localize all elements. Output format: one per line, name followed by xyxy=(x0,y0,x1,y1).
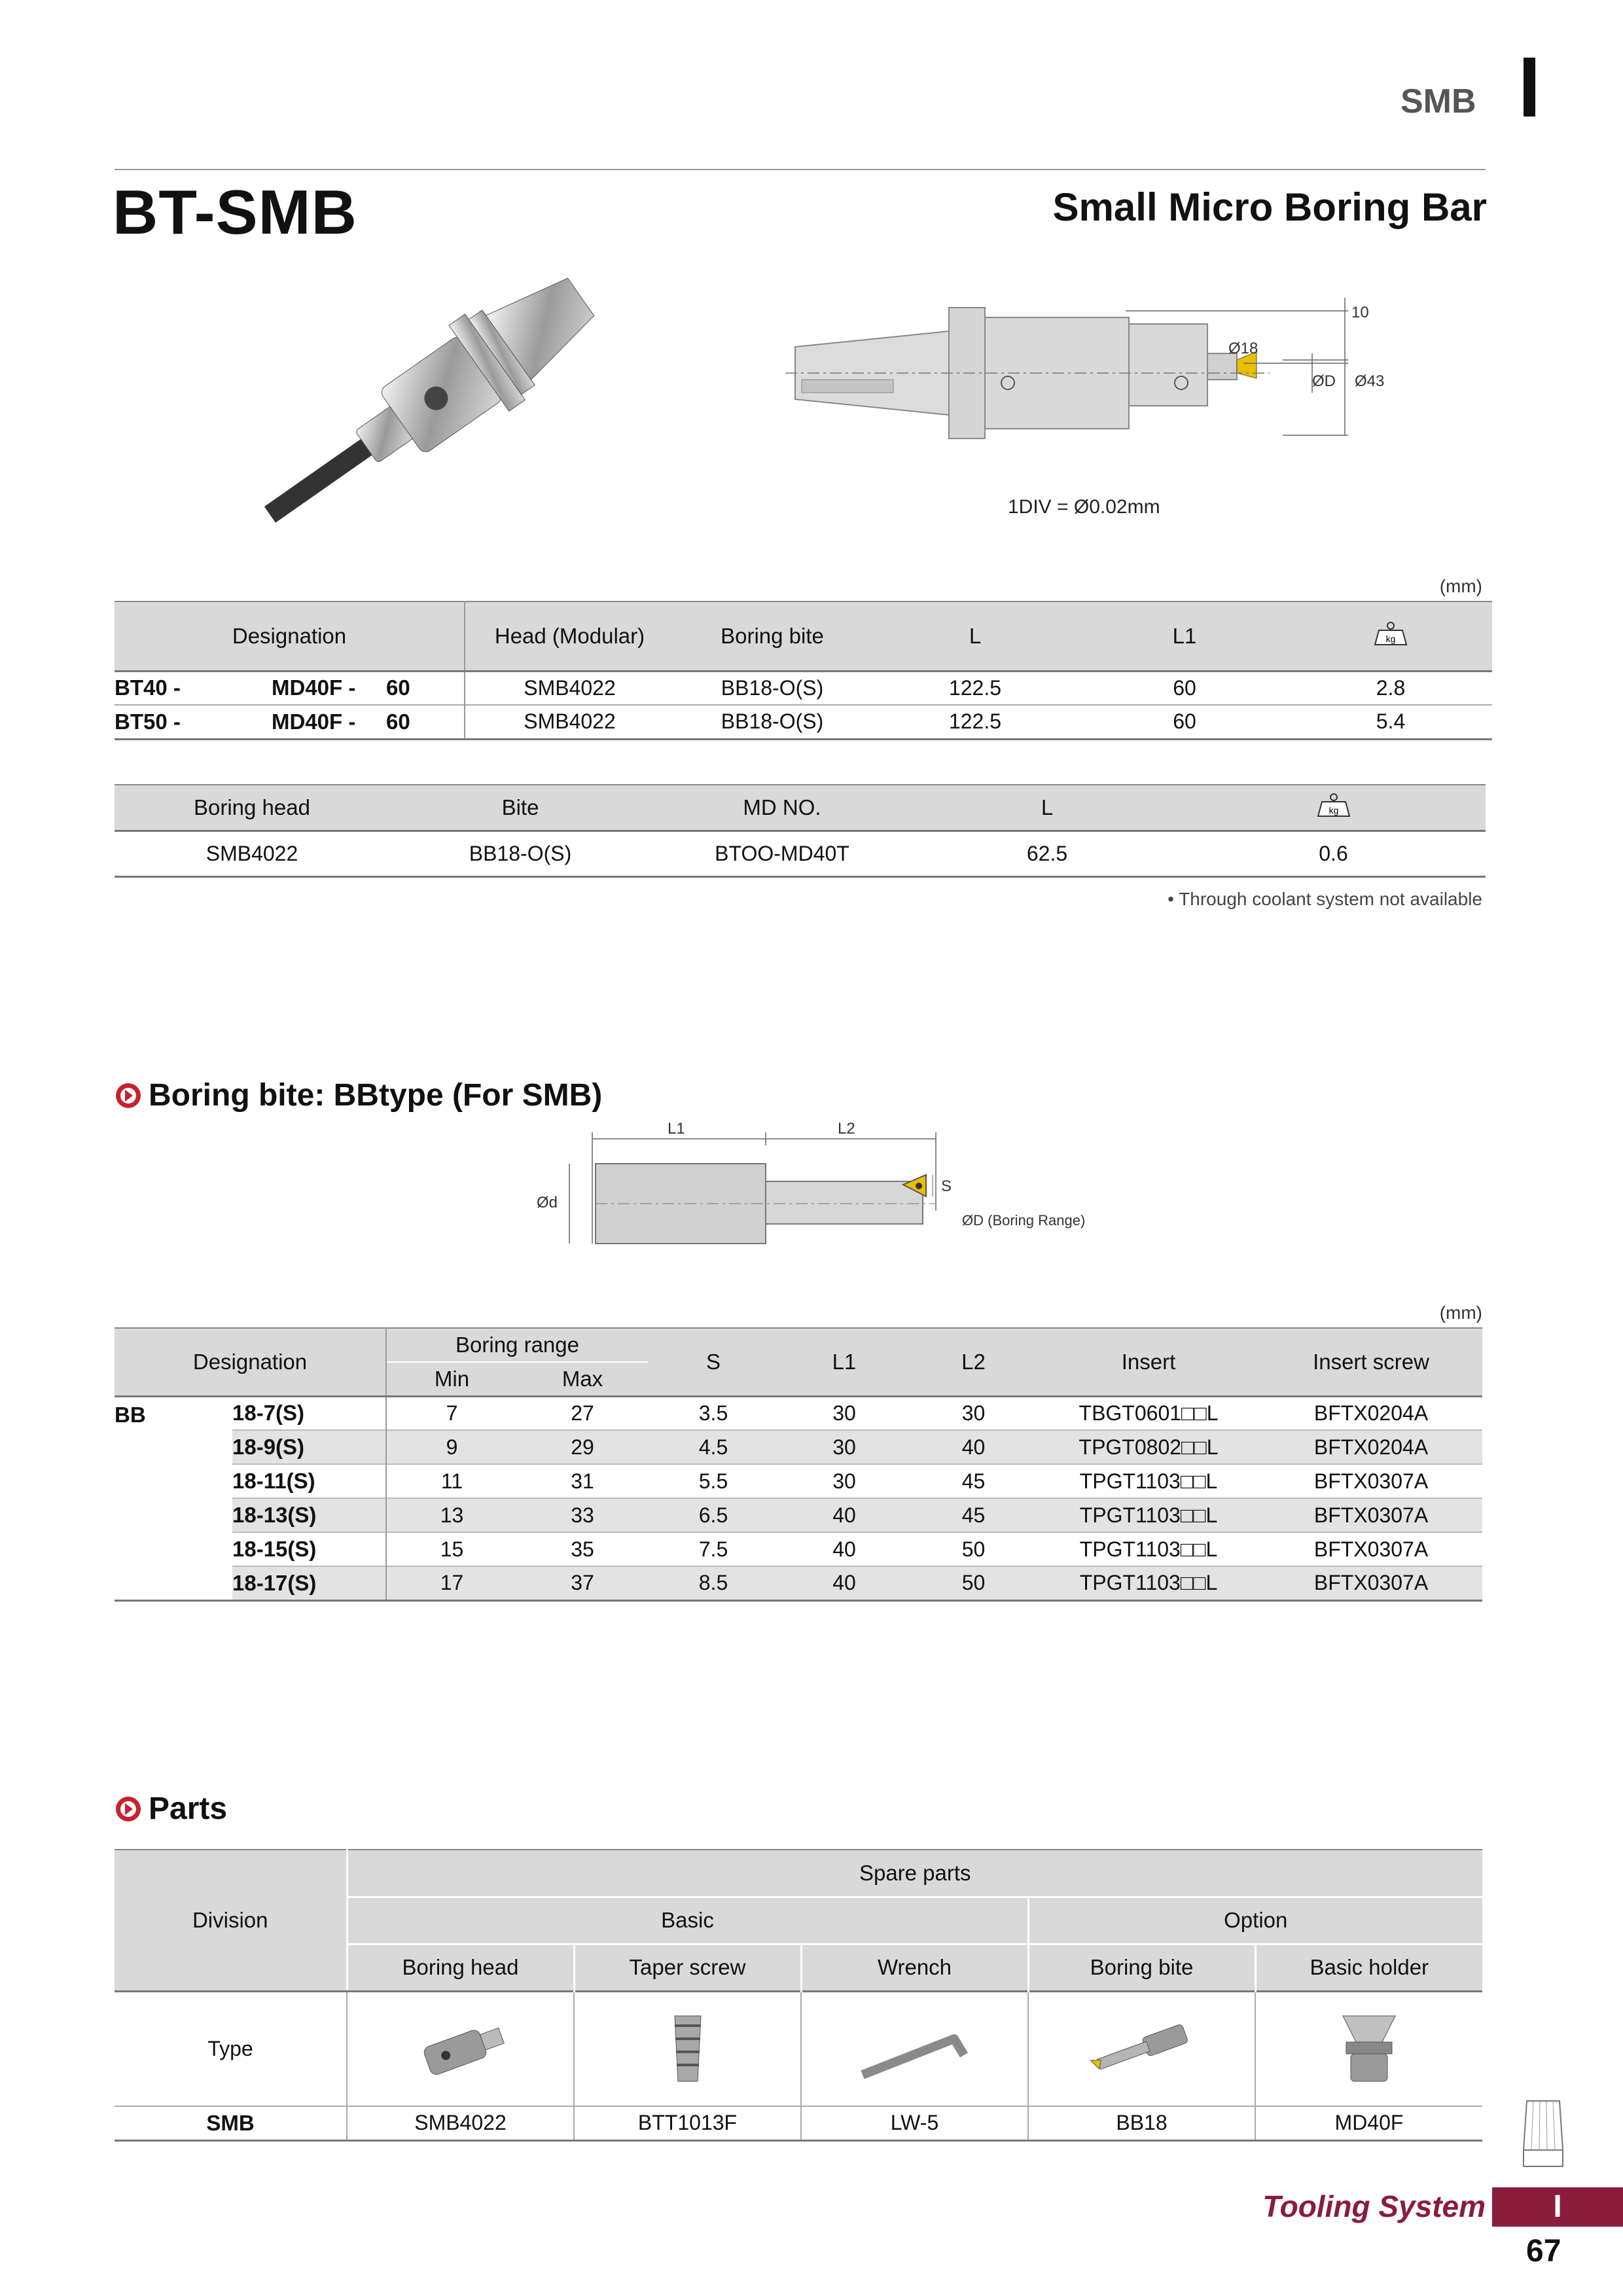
L1-cell: 40 xyxy=(832,1571,856,1595)
col-spare-parts: Spare parts xyxy=(347,1850,1482,1897)
designation-prefix: BB xyxy=(115,1396,232,1600)
designation-cell: 18-11(S) xyxy=(232,1464,386,1498)
screw-cell: BFTX0307A xyxy=(1313,1503,1429,1527)
L1-cell: 40 xyxy=(832,1537,856,1561)
col-designation: Designation xyxy=(115,601,465,671)
bite-cell: BB18-O(S) xyxy=(721,675,824,700)
table-row xyxy=(115,705,1492,739)
taper-screw-image xyxy=(662,2009,714,2088)
col-head: Head (Modular) xyxy=(494,623,645,648)
L2-cell: 50 xyxy=(961,1537,986,1561)
max-cell: 37 xyxy=(571,1571,594,1595)
insert-cell: TBGT0601□□L xyxy=(1079,1401,1219,1425)
min-cell: 17 xyxy=(440,1571,464,1595)
L2-cell: 30 xyxy=(961,1401,986,1425)
bullet-arrow-icon xyxy=(115,1795,142,1823)
table-row xyxy=(115,1396,1482,1430)
designation-suffix: 60 xyxy=(386,675,410,700)
max-cell: 31 xyxy=(571,1469,594,1493)
weight-icon-text: kg xyxy=(1329,804,1338,816)
L1-cell: 30 xyxy=(832,1469,856,1493)
designation-table xyxy=(115,601,1492,740)
wrench-icon xyxy=(856,2013,974,2085)
bite-cell: BB18-O(S) xyxy=(469,841,572,865)
L2-cell: 40 xyxy=(961,1435,986,1459)
col-option: Option xyxy=(1028,1897,1482,1944)
basic-holder-image-cell xyxy=(1255,1991,1482,2106)
dim-L1-label: L1 xyxy=(668,1120,685,1138)
col-kg xyxy=(1289,601,1492,671)
L1-cell: 30 xyxy=(832,1401,856,1425)
taper-screw-value: BTT1013F xyxy=(574,2106,801,2140)
parts-table xyxy=(115,1849,1482,2142)
row-label: SMB xyxy=(115,2106,347,2140)
collet-icon xyxy=(1517,2098,1569,2170)
boring-head-image xyxy=(405,2013,516,2085)
designation-cell: 18-9(S) xyxy=(232,1430,386,1464)
wrench-image-cell xyxy=(801,1991,1028,2106)
col-designation: Designation xyxy=(115,1328,386,1396)
designation-cell: 18-13(S) xyxy=(232,1498,386,1532)
wrench-value: LW-5 xyxy=(801,2106,1028,2140)
L-cell: 122.5 xyxy=(948,709,1002,734)
min-cell: 13 xyxy=(440,1503,464,1527)
col-max: Max xyxy=(562,1366,603,1391)
table-row xyxy=(115,1566,1482,1600)
designation-prefix: BT40 - xyxy=(115,675,181,700)
L-cell: 122.5 xyxy=(948,675,1002,700)
col-insert: Insert xyxy=(1037,1328,1260,1396)
type-label: Type xyxy=(115,1991,347,2106)
weight-icon-text: kg xyxy=(1385,633,1396,644)
designation-prefix: BT50 - xyxy=(115,709,181,734)
col-min: Min xyxy=(434,1366,470,1391)
dim-10-label: 10 xyxy=(1351,304,1369,321)
designation-mid: MD40F - xyxy=(272,709,356,734)
designation-suffix: 60 xyxy=(386,709,410,734)
boring-bite-drawing xyxy=(530,1113,1106,1257)
insert-cell: TPGT0802□□L xyxy=(1079,1435,1219,1459)
S-cell: 8.5 xyxy=(698,1571,728,1595)
S-cell: 5.5 xyxy=(698,1469,728,1493)
designation-mid: MD40F - xyxy=(272,675,356,700)
bite-cell: BB18-O(S) xyxy=(721,709,824,734)
dim-L2-label: L2 xyxy=(838,1120,855,1138)
boring-bite-image xyxy=(1083,2013,1201,2085)
col-md-no: MD NO. xyxy=(743,795,821,819)
footer-tab-label: I xyxy=(1553,2189,1562,2224)
col-bite: Bite xyxy=(501,795,539,819)
weight-icon xyxy=(1374,621,1408,646)
table-row xyxy=(115,1532,1482,1566)
boring-head-image-cell xyxy=(347,1991,574,2106)
col-L1: L1 xyxy=(779,1328,910,1396)
col-insert-screw: Insert screw xyxy=(1260,1328,1482,1396)
section-label: SMB xyxy=(1400,82,1476,120)
table-row xyxy=(115,1498,1482,1532)
max-cell: 27 xyxy=(571,1401,594,1425)
screw-cell: BFTX0204A xyxy=(1313,1435,1429,1459)
coolant-note: • Through coolant system not available xyxy=(1168,889,1482,909)
col-L: L xyxy=(969,623,982,648)
dim-D-label: ØD (Boring Range) xyxy=(962,1212,1086,1229)
page-number: 67 xyxy=(1526,2234,1561,2269)
unit-label: (mm) xyxy=(1439,576,1482,596)
section-heading-boring-bite xyxy=(115,1077,602,1113)
page-subtitle: Small Micro Boring Bar xyxy=(1052,185,1487,229)
unit-label-2: (mm) xyxy=(1439,1302,1482,1323)
dim-18-label: Ø18 xyxy=(1228,340,1258,357)
product-photo xyxy=(223,255,628,556)
col-boring-range: Boring range xyxy=(386,1328,648,1362)
min-cell: 11 xyxy=(440,1469,463,1493)
L1-cell: 60 xyxy=(1173,709,1196,734)
kg-cell: 0.6 xyxy=(1319,841,1348,865)
boring-bite-image-cell xyxy=(1028,1991,1255,2106)
col-kg xyxy=(1181,785,1486,831)
div-note: 1DIV = Ø0.02mm xyxy=(1008,496,1160,518)
col-L1: L1 xyxy=(1172,623,1197,648)
screw-cell: BFTX0307A xyxy=(1313,1537,1429,1561)
dim-d-label: Ød xyxy=(537,1194,558,1211)
boring-bite-table xyxy=(115,1327,1482,1602)
table-row xyxy=(115,1464,1482,1498)
S-cell: 4.5 xyxy=(698,1435,728,1459)
col-basic-holder: Basic holder xyxy=(1310,1955,1429,1979)
section-title: Parts xyxy=(149,1791,228,1826)
max-cell: 33 xyxy=(571,1503,594,1527)
section-tab-bar xyxy=(1524,58,1535,117)
head-cell: SMB4022 xyxy=(524,675,616,700)
designation-cell: 18-17(S) xyxy=(232,1566,386,1600)
dim-43-label: Ø43 xyxy=(1355,372,1385,390)
section-heading-parts xyxy=(115,1791,227,1827)
technical-drawing xyxy=(785,288,1407,458)
screw-cell: BFTX0307A xyxy=(1313,1571,1429,1595)
head-cell: SMB4022 xyxy=(524,709,616,734)
boring-head-table xyxy=(115,784,1486,878)
col-division: Division xyxy=(115,1850,347,1991)
col-bite: Boring bite xyxy=(721,623,824,648)
table-row xyxy=(115,1430,1482,1464)
bullet-arrow-icon xyxy=(115,1082,142,1109)
dim-S-label: S xyxy=(941,1177,952,1195)
L2-cell: 45 xyxy=(961,1503,986,1527)
col-L: L xyxy=(1041,795,1054,819)
weight-icon xyxy=(1317,793,1351,817)
designation-cell xyxy=(115,671,465,705)
basic-holder-image xyxy=(1323,2009,1415,2088)
basic-holder-value: MD40F xyxy=(1334,2111,1404,2135)
col-L2: L2 xyxy=(910,1328,1037,1396)
designation-cell xyxy=(115,705,465,739)
table-row xyxy=(115,2106,1482,2140)
footer-brand: Tooling System xyxy=(1262,2189,1486,2223)
dim-d-label: ØD xyxy=(1312,372,1336,390)
insert-cell: TPGT1103□□L xyxy=(1079,1469,1218,1493)
col-boring-head: Boring head xyxy=(347,1944,574,1991)
section-title: Boring bite: BBtype (For SMB) xyxy=(149,1078,603,1113)
col-basic: Basic xyxy=(347,1897,1028,1944)
L2-cell: 45 xyxy=(961,1469,986,1493)
S-cell: 7.5 xyxy=(698,1537,728,1561)
boring-bite-value: BB18 xyxy=(1028,2106,1255,2140)
L1-cell: 40 xyxy=(832,1503,856,1527)
screw-cell: BFTX0204A xyxy=(1313,1401,1429,1425)
L1-cell: 60 xyxy=(1173,675,1196,700)
col-boring-head: Boring head xyxy=(194,795,310,819)
kg-cell: 5.4 xyxy=(1376,709,1406,734)
S-cell: 3.5 xyxy=(698,1401,728,1425)
table-row xyxy=(115,671,1492,705)
boring-head-value: SMB4022 xyxy=(347,2106,574,2140)
min-cell: 15 xyxy=(440,1537,464,1561)
col-S: S xyxy=(648,1328,779,1396)
max-cell: 35 xyxy=(571,1537,594,1561)
min-cell: 7 xyxy=(446,1401,458,1425)
footer-tab xyxy=(1492,2187,1623,2227)
col-taper-screw: Taper screw xyxy=(574,1944,801,1991)
col-boring-bite: Boring bite xyxy=(1028,1944,1255,1991)
kg-cell: 2.8 xyxy=(1376,675,1406,700)
insert-cell: TPGT1103□□L xyxy=(1079,1537,1218,1561)
L-cell: 62.5 xyxy=(1026,841,1068,865)
L1-cell: 30 xyxy=(832,1435,856,1459)
page-title: BT-SMB xyxy=(113,177,357,247)
head-cell: SMB4022 xyxy=(205,841,298,865)
col-wrench: Wrench xyxy=(801,1944,1028,1991)
S-cell: 6.5 xyxy=(698,1503,728,1527)
insert-cell: TPGT1103□□L xyxy=(1079,1503,1218,1527)
taper-screw-image-cell xyxy=(574,1991,801,2106)
min-cell: 9 xyxy=(446,1435,458,1459)
insert-cell: TPGT1103□□L xyxy=(1079,1571,1218,1595)
L2-cell: 50 xyxy=(961,1571,986,1595)
header-rule xyxy=(115,169,1486,170)
designation-cell: 18-15(S) xyxy=(232,1532,386,1566)
md-cell: BTOO-MD40T xyxy=(715,841,849,865)
screw-cell: BFTX0307A xyxy=(1313,1469,1429,1493)
table-row xyxy=(115,831,1486,876)
max-cell: 29 xyxy=(571,1435,594,1459)
type-row xyxy=(115,1991,1482,2106)
designation-cell: 18-7(S) xyxy=(232,1396,386,1430)
